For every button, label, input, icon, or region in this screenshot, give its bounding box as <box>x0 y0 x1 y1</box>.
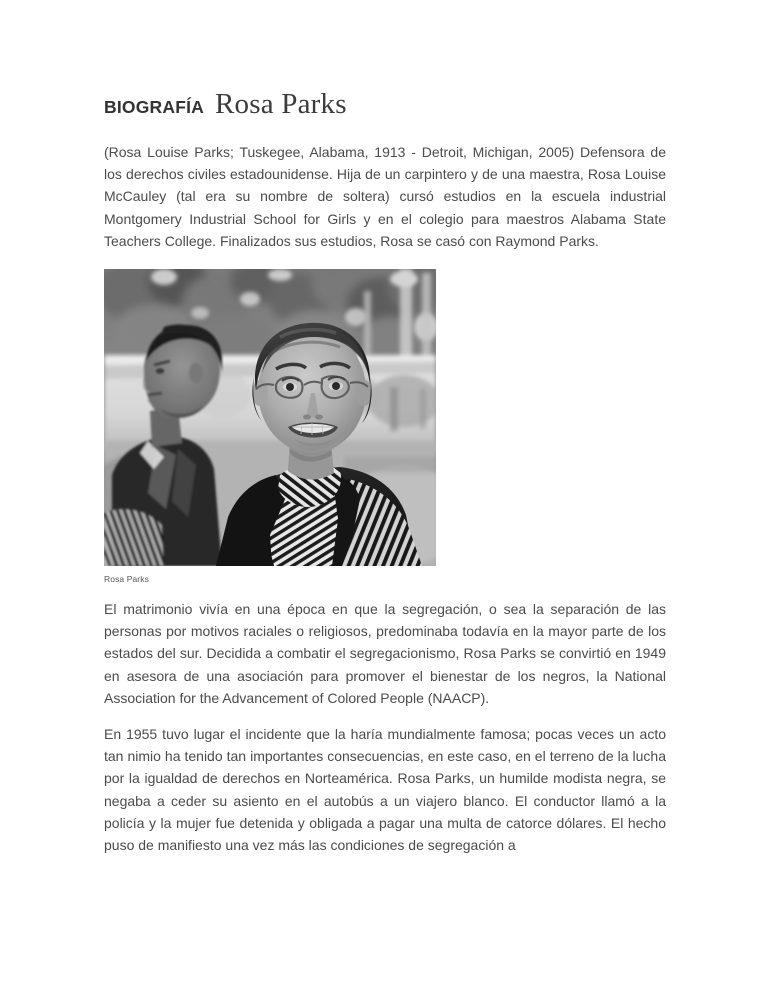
heading-kicker: BIOGRAFÍA <box>104 97 204 117</box>
paragraph-2: El matrimonio vivía en una época en que la segregación, o sea la separación de las personas por motivos raciales o religiosos, predominaba todavía en la mayor parte de los estados del sur. Decidida a combatir el segregacionismo, Rosa Parks se convirtió en 1949 en asesora de una asociación para promover el bienestar de los negros, la National Association for the Advancement of Colored People (NAACP). <box>104 601 666 706</box>
document-content <box>104 90 666 856</box>
heading-title: Rosa Parks <box>215 88 347 120</box>
figure-caption: Rosa Parks <box>104 574 149 585</box>
figure-rosa-parks <box>104 269 436 585</box>
rosa-parks-photo <box>104 269 436 566</box>
paragraph-3: En 1955 tuvo lugar el incidente que la haría mundialmente famosa; pocas veces un acto tan nimio ha tenido tan importantes consecuencias, en este caso, en el terreno de la lucha por la igualdad de derechos en Norteamérica. Rosa Parks, un humilde modista negra, se negaba a ceder su asiento en el autobús a un viajero blanco. El conductor llamó a la policía y la mujer fue detenida y obligada a pagar una multa de catorce dólares. El hecho puso de manifiesto una vez más las condiciones de segregación a <box>104 726 666 854</box>
paragraph-1: (Rosa Louise Parks; Tuskegee, Alabama, 1913 - Detroit, Michigan, 2005) Defensora de los derechos civiles estadounidense. Hija de un carpintero y de una maestra, Rosa Louise McCauley (tal era su nombre de soltera) cursó estudios en la escuela industrial Montgomery Industrial School for Girls y en el colegio para maestros Alabama State Teachers College. Finalizados sus estudios, Rosa se casó con Raymond Parks. <box>104 144 666 249</box>
page-title <box>104 90 666 119</box>
